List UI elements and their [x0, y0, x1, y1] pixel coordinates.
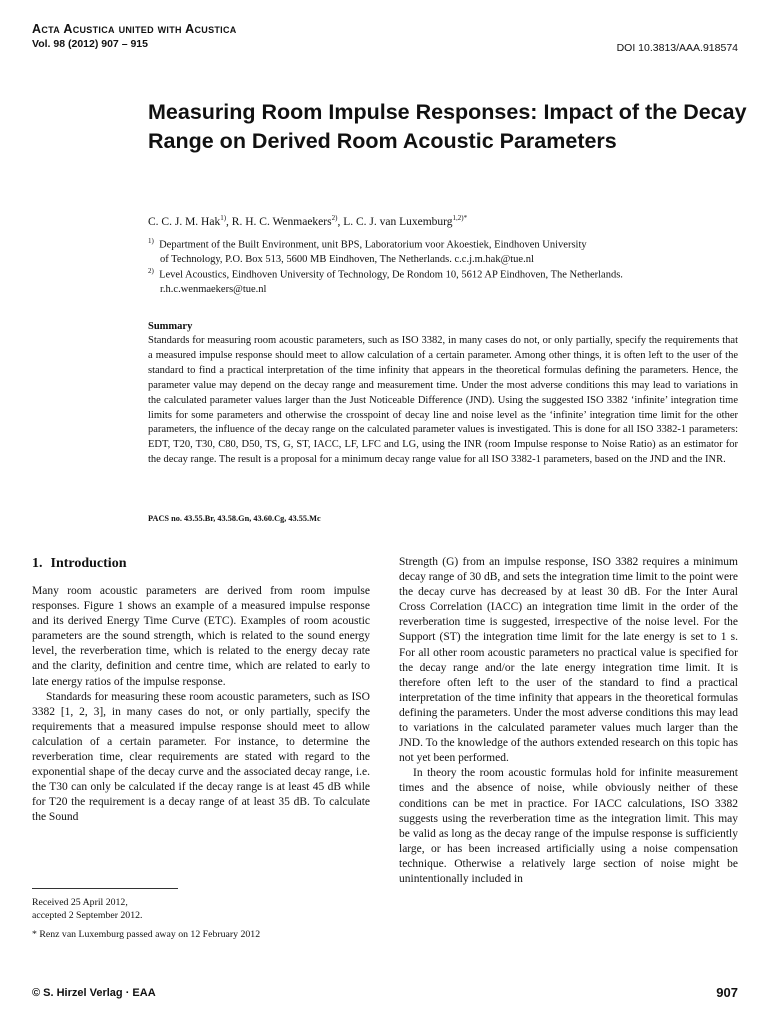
- author-list: [148, 214, 467, 228]
- author-affiliation-mark: 1): [220, 214, 227, 222]
- section-number: 1.: [32, 556, 43, 571]
- author-affiliation-mark: 1,2)*: [452, 214, 468, 222]
- author-separator: ,: [226, 215, 232, 228]
- section-heading: [32, 556, 126, 572]
- author-separator: ,: [337, 215, 344, 228]
- page-number: 907: [716, 985, 738, 1000]
- author-name: R. H. C. Wenmaekers: [231, 215, 332, 228]
- article-title: Measuring Room Impulse Responses: Impact of the Decay Range on Derived Room Acoustic Parameters: [148, 100, 747, 153]
- section-title: Introduction: [50, 556, 127, 571]
- affiliation-mark: 1): [148, 237, 154, 245]
- paragraph: Strength (G) from an impulse response, ISO 3382 requires a minimum decay range of 30 dB, and sets the integration time limit to the point were the decay curve has decreased by at least 30 dB. For the Inter Aural Cross Correlation (IACC) an integration time limit in the order of the reverberation time is suggested, irrespective of the noise level. For the Support (ST) the integration time limit for the late energy is set to 1 s. For all other room acoustic parameters no practical value is specified for the decay range and/or the late energy integration time limit. It is therefore often left to the user of the standard to find a practical interpretation of the time infinity that appears in the theoretical formulas defining the parameters. Under the most adverse conditions this may lead to variations in the calculated parameter values much larger than the JND. To the knowledge of the authors extended research on this topic has not yet been performed.: [399, 556, 738, 765]
- affiliation-2: [148, 264, 748, 297]
- summary-heading: Summary: [148, 321, 193, 332]
- doi[interactable]: DOI 10.3813/AAA.918574: [616, 42, 738, 54]
- author-affiliation-mark: 2): [331, 214, 338, 222]
- footnote-divider: [32, 888, 178, 889]
- left-column: [32, 584, 370, 826]
- paragraph: Many room acoustic parameters are derived from room impulse responses. Figure 1 shows an example of a measured impulse response and its derived Energy Time Curve (ETC). Examples of room acoustic parameters are the sound strength, which is related to the sound energy level, the reverberation time, which is related to the energy decay rate and the clarity, definition and centre time, which are related to early to late energy ratios of the impulse response.: [32, 585, 370, 688]
- affiliation-line: Level Acoustics, Eindhoven University of Technology, De Rondom 10, 5612 AP Eindhoven, The Netherlands.: [159, 269, 623, 281]
- pacs-numbers: PACS no. 43.55.Br, 43.58.Gn, 43.60.Cg, 43.55.Mc: [148, 514, 321, 523]
- journal-name: Acta Acustica united with Acustica: [32, 22, 237, 36]
- summary-text: Standards for measuring room acoustic parameters, such as ISO 3382, in many cases do not, or only partially, specify the requirements that a measured impulse response should meet to allow calculation of a certain parameter. Among other things, it is often left to the user of the standard to find a practical interpretation of the time infinity that appears in the theoretical formulas defining the parameters. Hence, the parameter value may depend on the decay range and measurement time. Under the most adverse conditions this may lead to variations in the calculated parameter values larger than the Just Noticeable Difference (JND). Using the suggested ISO 3382 ‘infinite’ integration time limits for some parameters and otherwise the crosspoint of decay line and noise level as the ‘infinite’ integration time limit for the other parameters, the influence of the decay range on the calculated parameter values is investigated. This is done for all ISO 3382-1 parameters: EDT, T20, T30, C80, D50, TS, G, ST, IACC, LF, LFC and LG, using the INR (room Impulse response to Noise Ratio) as an estimator for the decay range. The result is a proposal for a minimum decay range value for all ISO 3382-1 parameters, based on the JND and the INR.: [148, 335, 738, 466]
- author-footnote: * Renz van Luxemburg passed away on 12 February 2012: [32, 929, 261, 940]
- received-date: Received 25 April 2012,: [32, 897, 128, 908]
- affiliation-1: [148, 234, 748, 267]
- affiliation-line: Department of the Built Environment, unit BPS, Laboratorium voor Akoestiek, Eindhoven University: [159, 239, 587, 251]
- affiliation-line: r.h.c.wenmaekers@tue.nl: [160, 283, 267, 295]
- publisher: © S. Hirzel Verlag · EAA: [32, 987, 156, 999]
- affiliation-line: of Technology, P.O. Box 513, 5600 MB Eindhoven, The Netherlands. c.c.j.m.hak@tue.nl: [160, 253, 534, 265]
- affiliation-mark: 2): [148, 267, 154, 275]
- author-name: L. C. J. van Luxemburg: [343, 215, 453, 228]
- paragraph: Standards for measuring these room acoustic parameters, such as ISO 3382 [1, 2, 3], in many cases do not, or only partially, specify the requirements that a measured impulse response should meet to allow calculation of a certain parameter. For instance, to determine the reverberation time, clear requirements are stated with regard to the exponential shape of the decay curve and the associated decay range, i.e. the T30 can only be calculated if the decay range is at least 45 dB while for T20 the requirement is a decay range of at least 35 dB. To calculate the Sound: [32, 690, 370, 824]
- accepted-date: accepted 2 September 2012.: [32, 910, 143, 921]
- paragraph: In theory the room acoustic formulas hold for infinite measurement times and the absence of noise, while obviously neither of these conditions can be met in practice. For IACC calculations, ISO 3382 suggests using the reverberation time as the integration limit. This may be valid as long as the decay range of the impulse response is sufficiently large, or has been increased artificially using a noise compensation technique. Otherwise a relatively large section of noise might be unintentionally included in: [399, 767, 738, 885]
- right-column: [399, 555, 738, 887]
- volume-info: Vol. 98 (2012) 907 – 915: [32, 38, 148, 50]
- author-name: C. C. J. M. Hak: [148, 215, 221, 228]
